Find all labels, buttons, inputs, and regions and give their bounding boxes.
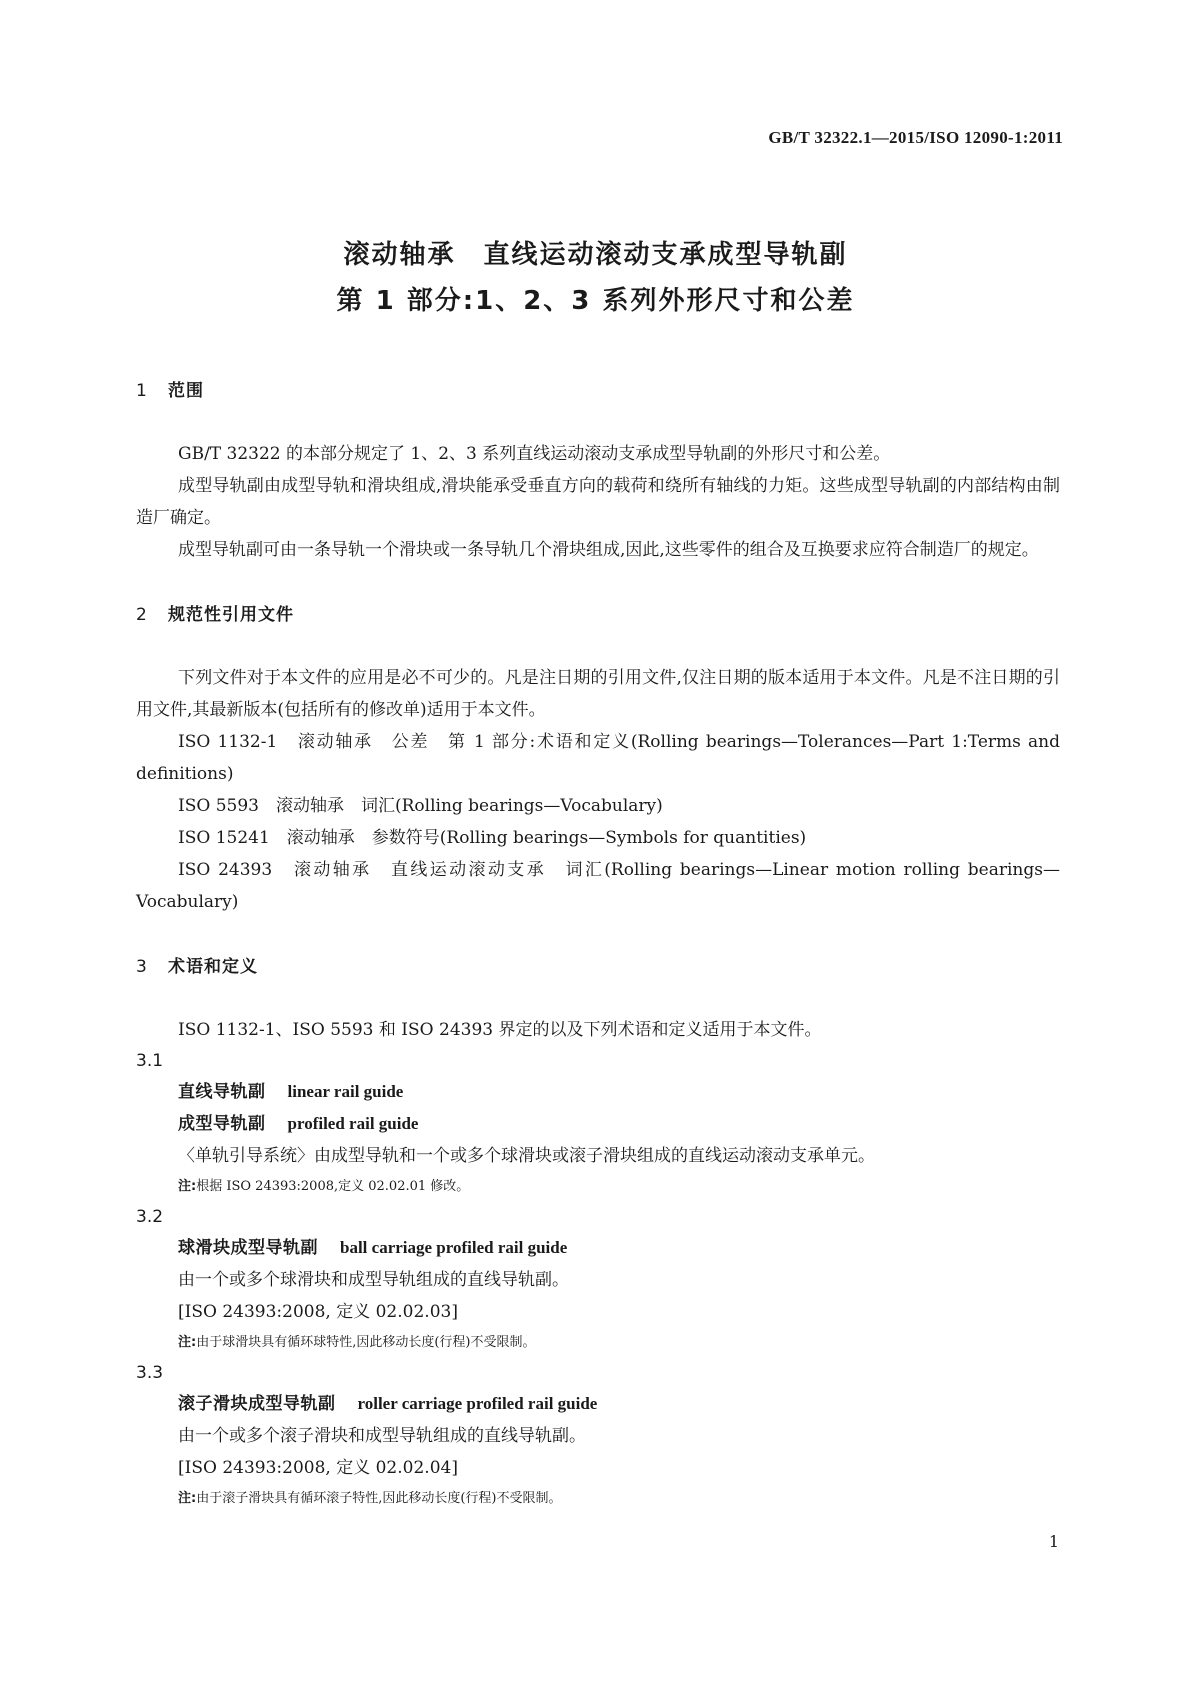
section-title: 规范性引用文件 (168, 605, 294, 625)
section-2-heading (136, 602, 1060, 628)
term-note (136, 1172, 1060, 1202)
section-title: 术语和定义 (168, 957, 258, 977)
document-title (0, 232, 1191, 324)
section-3-heading (136, 954, 1060, 980)
term-note (136, 1484, 1060, 1514)
document-body (136, 378, 1060, 1514)
document-number: GB/T 32322.1—2015/ISO 12090-1:2011 (768, 128, 1063, 147)
normative-reference: ISO 1132-1 滚动轴承 公差 第 1 部分:术语和定义(Rolling bearings—Tolerances—Part 1:Terms and definitions) (136, 732, 1060, 784)
term-zh: 成型导轨副 (178, 1114, 266, 1134)
note-label: 注: (178, 1179, 197, 1194)
term-definition: 由一个或多个滚子滑块和成型导轨组成的直线导轨副。 (178, 1426, 586, 1446)
normative-reference: ISO 15241 滚动轴承 参数符号(Rolling bearings—Symbols for quantities) (178, 828, 807, 848)
normative-reference: ISO 5593 滚动轴承 词汇(Rolling bearings—Vocabulary) (178, 796, 663, 816)
paragraph: 下列文件对于本文件的应用是必不可少的。凡是注日期的引用文件,仅注日期的版本适用于本文件。凡是不注日期的引用文件,其最新版本(包括所有的修改单)适用于本文件。 (136, 668, 1060, 720)
section-number: 3 (136, 957, 148, 977)
term-zh: 球滑块成型导轨副 (178, 1238, 318, 1258)
term-zh: 滚子滑块成型导轨副 (178, 1394, 336, 1414)
term-definition: 由一个或多个球滑块和成型导轨组成的直线导轨副。 (178, 1270, 569, 1290)
page-number: 1 (1048, 1532, 1059, 1551)
term-entry (136, 1232, 1060, 1264)
paragraph: ISO 1132-1、ISO 5593 和 ISO 24393 界定的以及下列术语和定义适用于本文件。 (178, 1020, 822, 1040)
term-entry (136, 1388, 1060, 1420)
term-entry (136, 1108, 1060, 1140)
note-text: 根据 ISO 24393:2008,定义 02.02.01 修改。 (196, 1179, 470, 1194)
paragraph: GB/T 32322 的本部分规定了 1、2、3 系列直线运动滚动支承成型导轨副的外形尺寸和公差。 (178, 444, 891, 464)
note-text: 由于球滑块具有循环球特性,因此移动长度(行程)不受限制。 (196, 1335, 536, 1350)
term-en: roller carriage profiled rail guide (357, 1394, 598, 1413)
term-entry (136, 1076, 1060, 1108)
term-definition: 〈单轨引导系统〉由成型导轨和一个或多个球滑块或滚子滑块组成的直线运动滚动支承单元。 (178, 1146, 875, 1166)
note-label: 注: (178, 1335, 197, 1350)
title-line-1: 滚动轴承 直线运动滚动支承成型导轨副 (343, 240, 848, 270)
term-number: 3.3 (136, 1363, 164, 1383)
note-label: 注: (178, 1491, 197, 1506)
term-en: profiled rail guide (287, 1114, 419, 1133)
section-1-heading (136, 378, 1060, 404)
section-number: 2 (136, 605, 148, 625)
term-source: [ISO 24393:2008, 定义 02.02.03] (178, 1302, 458, 1322)
term-en: linear rail guide (287, 1082, 404, 1101)
normative-reference: ISO 24393 滚动轴承 直线运动滚动支承 词汇(Rolling bearings—Linear motion rolling bearings—Vocabulary) (136, 860, 1060, 912)
note-text: 由于滚子滑块具有循环滚子特性,因此移动长度(行程)不受限制。 (196, 1491, 562, 1506)
term-number: 3.2 (136, 1207, 164, 1227)
title-line-2: 第 1 部分:1、2、3 系列外形尺寸和公差 (336, 286, 855, 316)
paragraph: 成型导轨副由成型导轨和滑块组成,滑块能承受垂直方向的载荷和绕所有轴线的力矩。这些成型导轨副的内部结构由制造厂确定。 (136, 476, 1060, 528)
term-zh: 直线导轨副 (178, 1082, 266, 1102)
section-title: 范围 (168, 381, 204, 401)
paragraph: 成型导轨副可由一条导轨一个滑块或一条导轨几个滑块组成,因此,这些零件的组合及互换要求应符合制造厂的规定。 (178, 540, 1039, 560)
term-number: 3.1 (136, 1051, 164, 1071)
section-number: 1 (136, 381, 148, 401)
term-en: ball carriage profiled rail guide (340, 1238, 568, 1257)
term-source: [ISO 24393:2008, 定义 02.02.04] (178, 1458, 458, 1478)
term-note (136, 1328, 1060, 1358)
